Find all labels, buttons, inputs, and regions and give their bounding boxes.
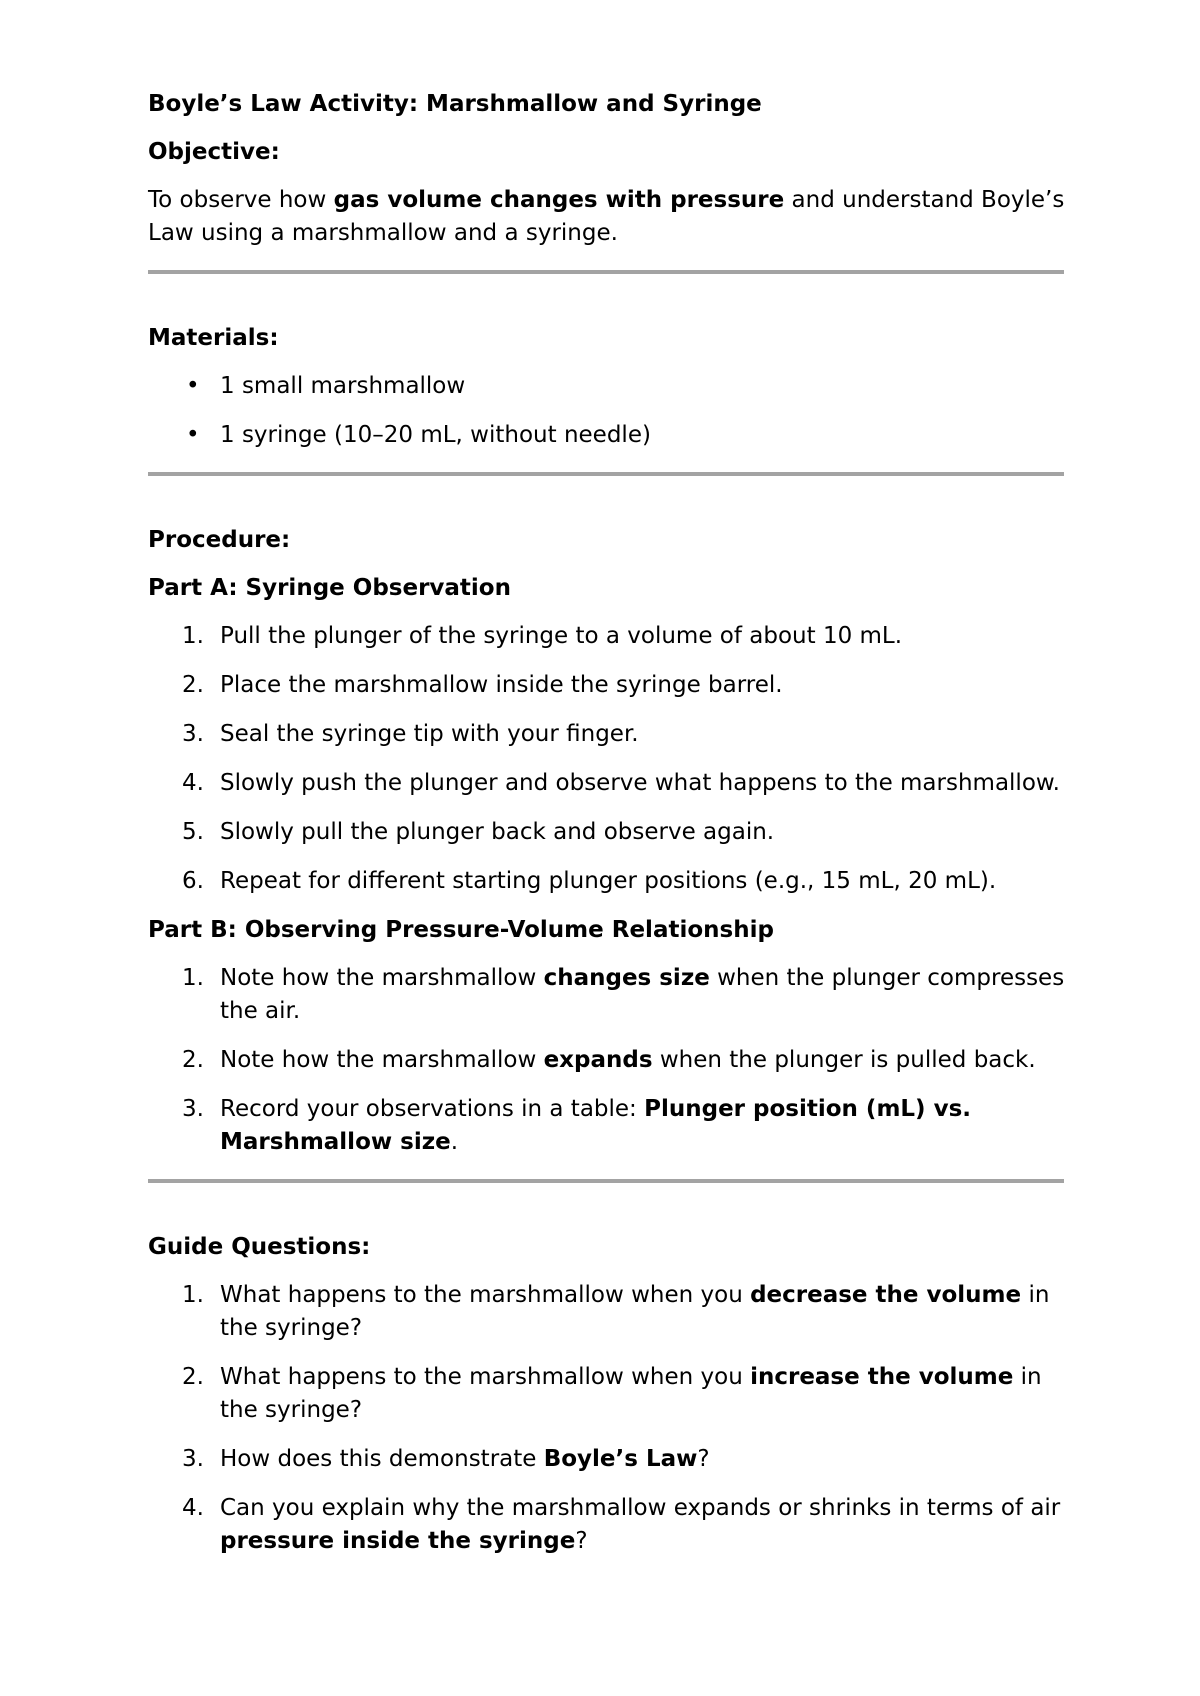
guide-questions-list [148,1279,1068,1558]
question-text-pre: How does this demonstrate [220,1446,544,1472]
step-number: 2. [182,672,204,698]
part-a-heading: Part A: Syringe Observation [148,575,511,601]
objective-text-post: and understand Boyle’s Law using a marshmallow and a syringe. [148,187,1065,246]
step-number: 2. [182,1047,204,1073]
list-item [148,962,1068,1028]
step-text-post: when the plunger compresses the air. [220,965,1065,1024]
question-text-bold: increase the volume [750,1364,1014,1390]
list-item [148,718,1068,751]
list-item [148,865,1068,898]
list-item [148,419,1068,452]
materials-list [148,370,1068,452]
question-number: 2. [182,1364,204,1390]
objective-text-bold: gas volume changes with pressure [333,187,785,213]
list-item [148,620,1068,653]
list-item [148,669,1068,702]
step-text: Repeat for different starting plunger positions (e.g., 15 mL, 20 mL). [220,868,997,894]
bullet-icon: • [186,422,200,448]
step-text: Slowly push the plunger and observe what happens to the marshmallow. [220,770,1060,796]
step-text-pre: Record your observations in a table: [220,1096,645,1122]
step-text: Seal the syringe tip with your finger. [220,721,639,747]
list-item [148,767,1068,800]
question-text-bold: pressure inside the syringe [220,1528,576,1554]
step-text: Pull the plunger of the syringe to a volume of about 10 mL. [220,623,903,649]
list-item [148,816,1068,849]
question-number: 4. [182,1495,204,1521]
step-number: 5. [182,819,204,845]
objective-text [148,184,1068,250]
question-text-pre: What happens to the marshmallow when you [220,1282,751,1308]
step-text-pre: Note how the marshmallow [220,1047,544,1073]
document-title: Boyle’s Law Activity: Marshmallow and Syringe [148,91,762,117]
list-item [148,1279,1068,1345]
step-number: 3. [182,1096,204,1122]
list-item [148,1093,1068,1159]
step-text-bold: Plunger position (mL) vs. Marshmallow size [220,1096,971,1155]
question-text-post: in the syringe? [220,1364,1042,1423]
list-item [148,1044,1068,1077]
document-page [148,88,1068,1574]
question-number: 1. [182,1282,204,1308]
material-text: 1 small marshmallow [220,373,466,399]
step-text-bold: changes size [543,965,710,991]
objective-text-pre: To observe how [148,187,334,213]
question-text-bold: decrease the volume [750,1282,1022,1308]
step-text-post: . [450,1129,458,1155]
question-text-post: ? [697,1446,710,1472]
step-number: 3. [182,721,204,747]
step-text: Place the marshmallow inside the syringe barrel. [220,672,783,698]
step-text-bold: expands [543,1047,653,1073]
question-text-bold: Boyle’s Law [543,1446,698,1472]
question-text-pre: What happens to the marshmallow when you [220,1364,751,1390]
step-number: 6. [182,868,204,894]
step-number: 1. [182,623,204,649]
list-item [148,1443,1068,1476]
part-b-steps [148,962,1068,1159]
bullet-icon: • [186,373,200,399]
step-number: 1. [182,965,204,991]
question-text-post: in the syringe? [220,1282,1050,1341]
question-text-post: ? [575,1528,588,1554]
step-number: 4. [182,770,204,796]
part-b-heading: Part B: Observing Pressure-Volume Relationship [148,917,774,943]
objective-label: Objective: [148,139,280,165]
step-text: Slowly pull the plunger back and observe again. [220,819,775,845]
guide-questions-label: Guide Questions: [148,1234,371,1260]
materials-label: Materials: [148,325,279,351]
part-a-steps [148,620,1068,898]
step-text-pre: Note how the marshmallow [220,965,544,991]
question-text-pre: Can you explain why the marshmallow expands or shrinks in terms of air [220,1495,1061,1521]
procedure-label: Procedure: [148,527,291,553]
question-number: 3. [182,1446,204,1472]
material-text: 1 syringe (10–20 mL, without needle) [220,422,651,448]
list-item [148,1361,1068,1427]
list-item [148,1492,1068,1558]
step-text-post: when the plunger is pulled back. [652,1047,1036,1073]
list-item [148,370,1068,403]
